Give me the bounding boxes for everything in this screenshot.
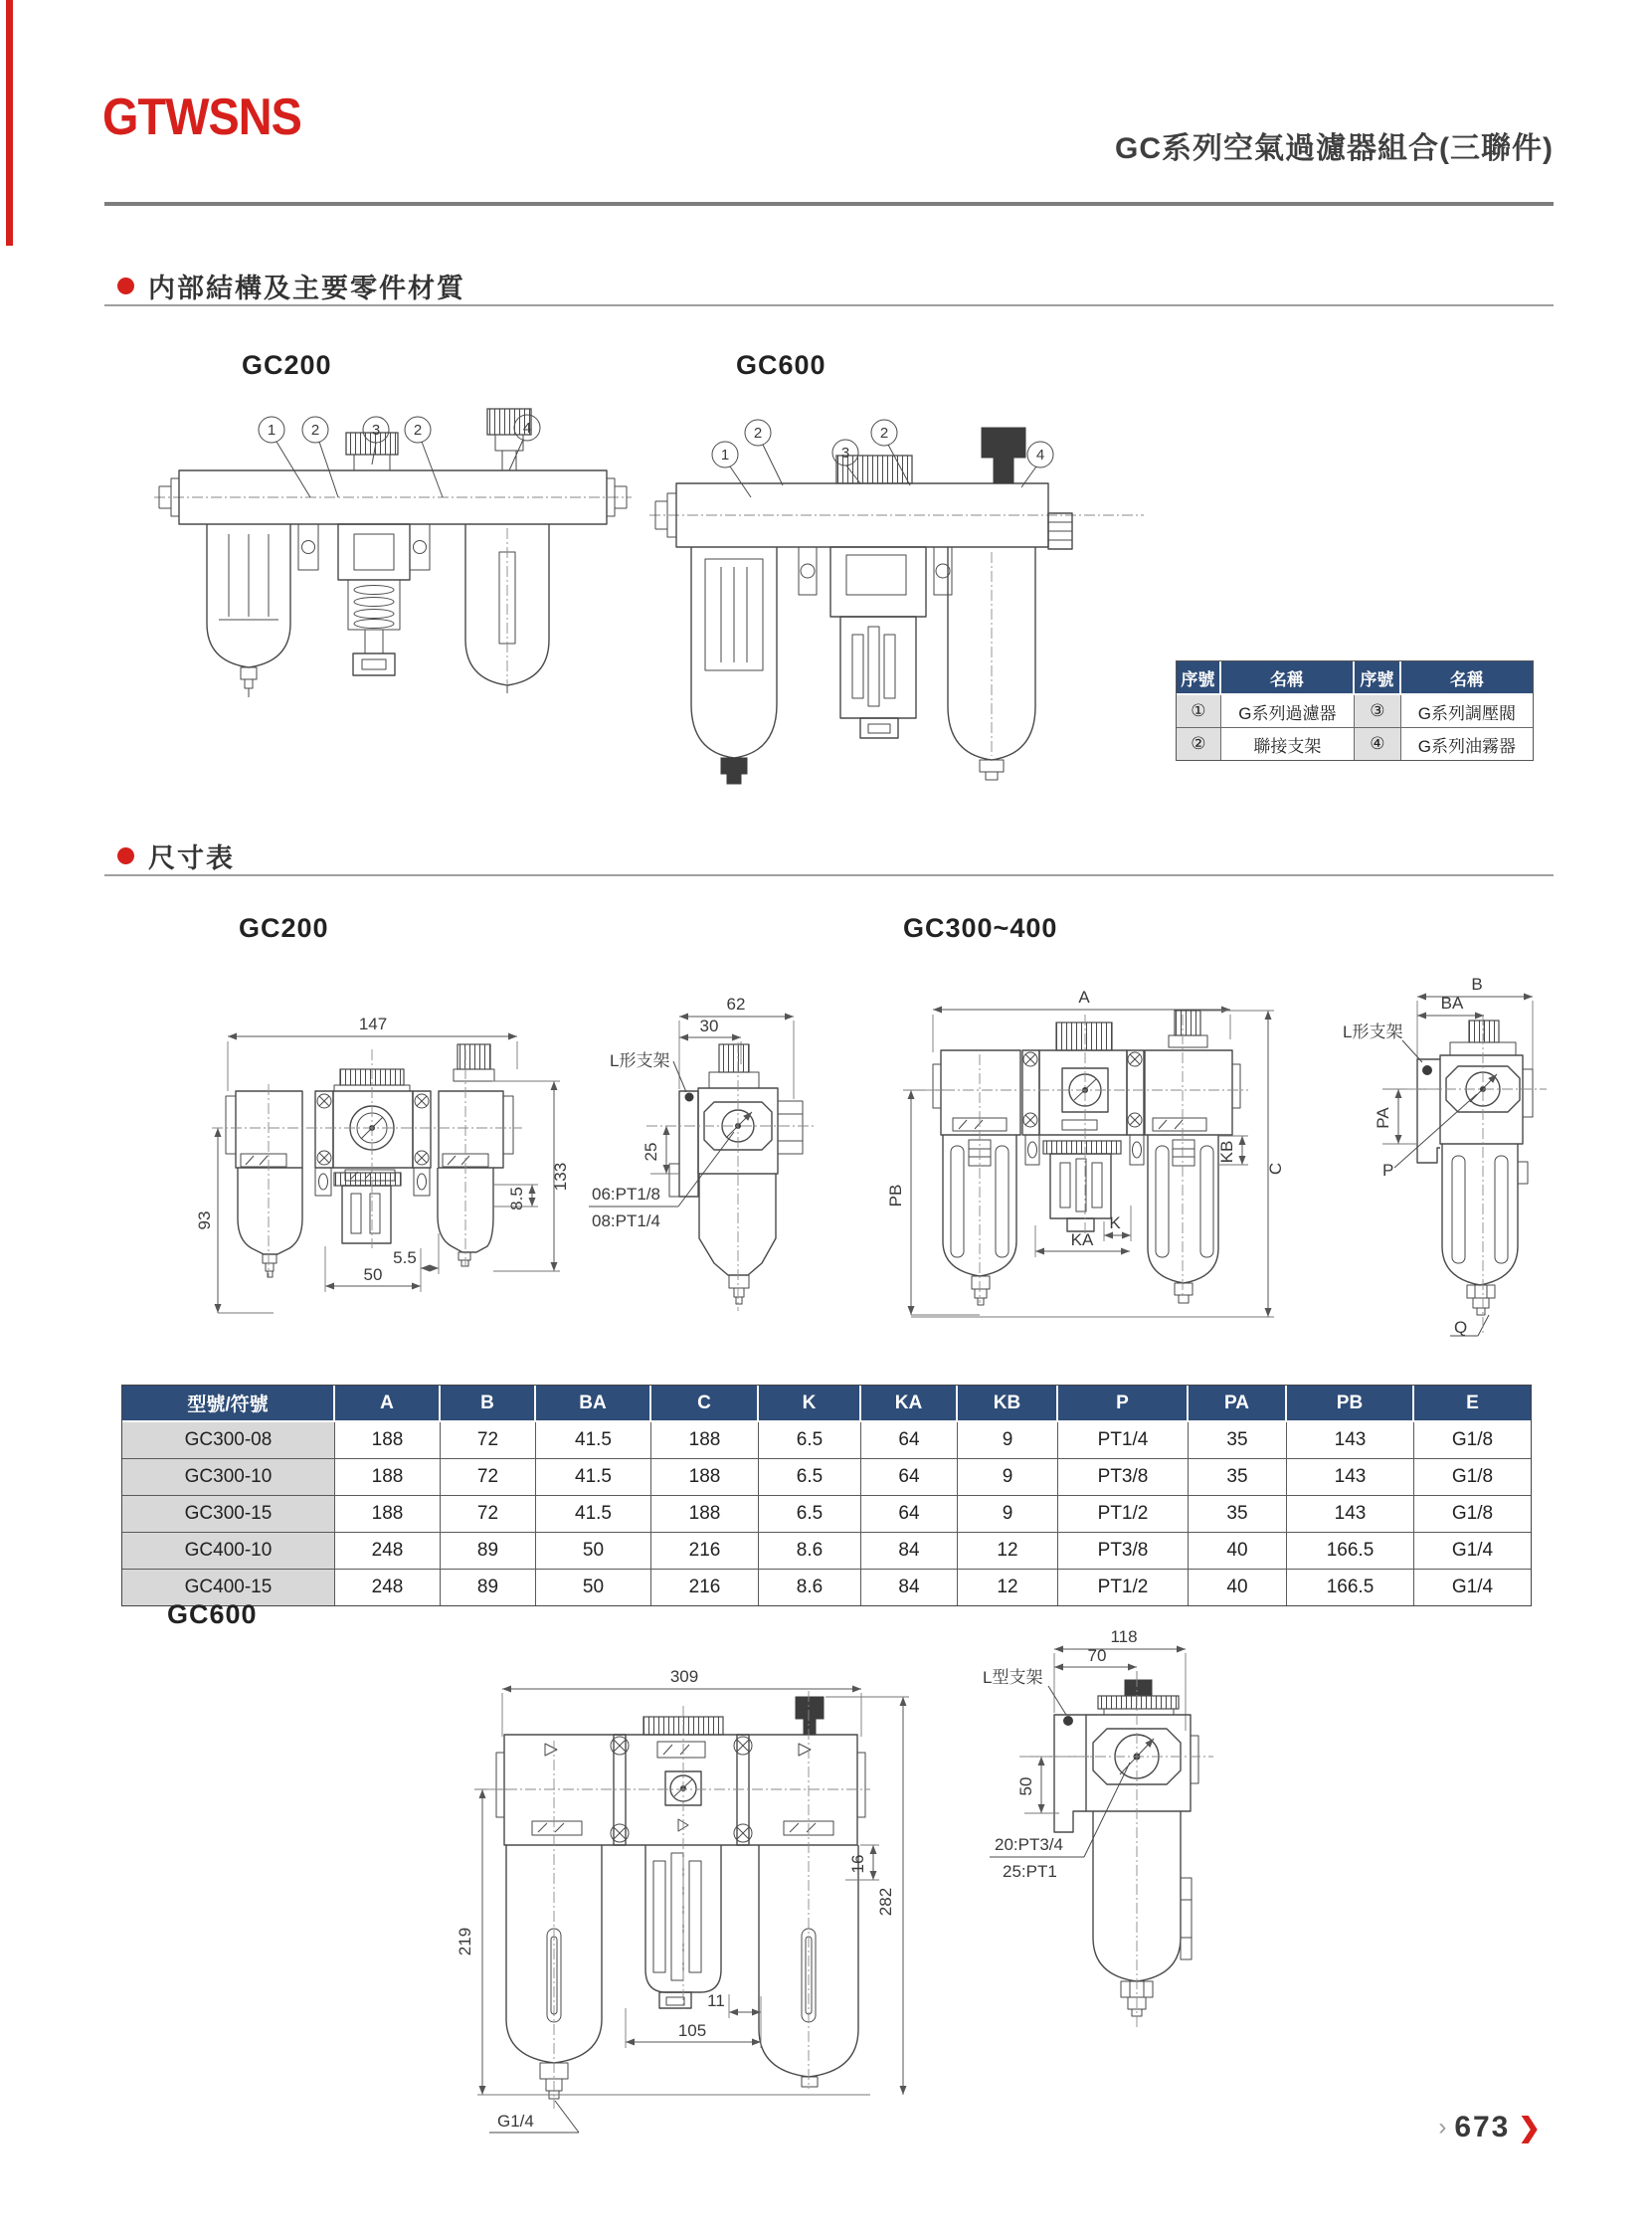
dim-bottom-inner: 11 (707, 1991, 725, 2010)
svg-text:1: 1 (720, 447, 730, 464)
bracket-label: L形支架 (610, 1051, 670, 1070)
figure-label-gc600-structure: GC600 (736, 350, 826, 380)
dim-width: 147 (358, 1015, 388, 1033)
col-PB: PB (1287, 1386, 1414, 1422)
table-row (122, 1422, 1531, 1459)
cell: 143 (1287, 1496, 1414, 1533)
cell-model: GC400-15 (122, 1570, 335, 1605)
col-E: E (1414, 1386, 1531, 1422)
svg-text:2: 2 (310, 422, 320, 439)
dim-height: 219 (456, 1927, 474, 1956)
gc600-dimension-drawing (328, 1611, 925, 2138)
dim-width: 118 (1110, 1627, 1138, 1646)
part-seq: ③ (1355, 695, 1401, 728)
figure-label-gc600-dim: GC600 (167, 1599, 258, 1629)
figure-label-gc300-dim: GC300~400 (903, 913, 1058, 943)
dim-bottom-inner: 5.5 (393, 1248, 417, 1267)
cell: 9 (958, 1459, 1058, 1496)
cell: 72 (441, 1422, 536, 1459)
dim-PB: PB (886, 1184, 905, 1208)
cell: 188 (335, 1422, 441, 1459)
part-seq: ① (1177, 695, 1221, 728)
dim-right-inner: 16 (848, 1854, 867, 1874)
svg-text:2: 2 (879, 425, 889, 442)
section-structure-heading (117, 267, 465, 305)
svg-text:4: 4 (522, 420, 532, 437)
cell: 188 (651, 1496, 759, 1533)
cell: 41.5 (536, 1422, 651, 1459)
dim-C: C (1266, 1162, 1285, 1176)
dim-KA: KA (1070, 1230, 1094, 1249)
svg-text:3: 3 (840, 445, 850, 462)
cell: 89 (441, 1570, 536, 1605)
cell: G1/8 (1414, 1422, 1531, 1459)
cell: 188 (335, 1496, 441, 1533)
cell: 41.5 (536, 1496, 651, 1533)
dim-BA: BA (1440, 994, 1464, 1013)
red-bullet-icon (117, 847, 134, 864)
cell: PT1/2 (1058, 1570, 1189, 1605)
part-name: G系列過濾器 (1221, 695, 1355, 728)
parts-col-name2: 名稱 (1401, 661, 1533, 695)
cell-model: GC300-10 (122, 1459, 335, 1496)
section-dimensions-heading (117, 837, 235, 875)
parts-col-seq1: 序號 (1177, 661, 1221, 695)
cell: 248 (335, 1570, 441, 1605)
part-name: 聯接支架 (1221, 728, 1355, 760)
port-label: G1/4 (497, 2112, 534, 2131)
cell: 12 (958, 1570, 1058, 1605)
col-B: B (441, 1386, 536, 1422)
cell: PT3/8 (1058, 1533, 1189, 1570)
col-BA: BA (536, 1386, 651, 1422)
cell: 6.5 (759, 1496, 861, 1533)
gc200-structure-drawing (149, 403, 637, 746)
dim-bottom: 50 (363, 1265, 383, 1284)
callout-2b (405, 417, 443, 497)
dimensions-table (121, 1385, 1532, 1606)
table-row (122, 1533, 1531, 1570)
dim-right-inner: 8.5 (507, 1187, 526, 1210)
gc300-side-drawing (1283, 945, 1621, 1343)
dim-A: A (1078, 988, 1090, 1007)
col-PA: PA (1189, 1386, 1287, 1422)
table-row (122, 1459, 1531, 1496)
cell: 40 (1189, 1533, 1287, 1570)
part-seq: ② (1177, 728, 1221, 760)
callout-2a (302, 417, 338, 497)
cell: 166.5 (1287, 1533, 1414, 1570)
cell: 72 (441, 1496, 536, 1533)
parts-row (1177, 728, 1533, 760)
cell: G1/8 (1414, 1496, 1531, 1533)
figure-label-gc200-dim: GC200 (239, 913, 329, 943)
dim-height: 50 (1016, 1776, 1035, 1796)
col-P: P (1058, 1386, 1189, 1422)
cell: 72 (441, 1459, 536, 1496)
red-bullet-icon (117, 278, 134, 294)
dim-Q: Q (1454, 1318, 1468, 1337)
cell: 50 (536, 1570, 651, 1605)
parts-table (1176, 660, 1534, 761)
callout-1 (712, 442, 751, 497)
cell: 143 (1287, 1422, 1414, 1459)
dim-P: P (1382, 1161, 1394, 1180)
dim-right-outer: 133 (551, 1162, 570, 1192)
cell: PT1/4 (1058, 1422, 1189, 1459)
callout-2a (745, 420, 783, 485)
cell: 84 (861, 1533, 958, 1570)
cell: 35 (1189, 1422, 1287, 1459)
dim-right-outer: 282 (876, 1887, 895, 1917)
port-option-1: 20:PT3/4 (995, 1835, 1063, 1854)
dim-B: B (1471, 975, 1483, 994)
cell: 9 (958, 1496, 1058, 1533)
cell: G1/4 (1414, 1570, 1531, 1605)
gc200-dimension-drawing (194, 950, 592, 1333)
gc600-side-drawing (935, 1591, 1283, 2059)
cell: 89 (441, 1533, 536, 1570)
callout-4 (1021, 442, 1053, 487)
cell: 64 (861, 1459, 958, 1496)
col-C: C (651, 1386, 759, 1422)
cell: 64 (861, 1422, 958, 1459)
section-rule (104, 304, 1554, 306)
cell: 248 (335, 1533, 441, 1570)
cell: 35 (1189, 1459, 1287, 1496)
table-row (122, 1496, 1531, 1533)
page-number: 673 (1454, 2111, 1511, 2143)
parts-col-seq2: 序號 (1355, 661, 1401, 695)
port-option-2: 08:PT1/4 (592, 1211, 660, 1230)
cell: 8.6 (759, 1533, 861, 1570)
port-option-2: 25:PT1 (1003, 1862, 1057, 1881)
svg-text:3: 3 (371, 422, 381, 439)
cell: 166.5 (1287, 1570, 1414, 1605)
parts-row (1177, 695, 1533, 728)
dim-width: 309 (669, 1667, 699, 1686)
svg-text:1: 1 (267, 422, 276, 439)
dim-bottom: 105 (677, 2021, 707, 2040)
cell: 40 (1189, 1570, 1287, 1605)
cell: 188 (651, 1422, 759, 1459)
col-A: A (335, 1386, 441, 1422)
cell: 12 (958, 1533, 1058, 1570)
header-rule (104, 202, 1554, 206)
brand-logo: GTWSNS (102, 89, 301, 146)
gc300-dimension-drawing (885, 945, 1303, 1343)
gc600-structure-drawing (642, 398, 1154, 806)
page-title: GC系列空氣過濾器組合(三聯件) (1115, 132, 1554, 165)
cell: 6.5 (759, 1422, 861, 1459)
col-K: K (759, 1386, 861, 1422)
cell: PT3/8 (1058, 1459, 1189, 1496)
dim-PA: PA (1374, 1107, 1392, 1129)
dim-width2: 70 (1087, 1646, 1107, 1665)
parts-col-name1: 名稱 (1221, 661, 1355, 695)
dim-height: 93 (195, 1210, 214, 1230)
col-KA: KA (861, 1386, 958, 1422)
cell: 50 (536, 1533, 651, 1570)
cell: 6.5 (759, 1459, 861, 1496)
cell: G1/8 (1414, 1459, 1531, 1496)
cell-model: GC300-15 (122, 1496, 335, 1533)
bracket-label: L形支架 (1343, 1023, 1403, 1041)
cell: 216 (651, 1533, 759, 1570)
chevron-left-icon: › (1438, 2114, 1447, 2140)
dim-width2: 30 (699, 1017, 719, 1035)
svg-text:2: 2 (413, 422, 423, 439)
cell: 188 (335, 1459, 441, 1496)
svg-text:4: 4 (1035, 447, 1045, 464)
cell-model: GC400-10 (122, 1533, 335, 1570)
cell-model: GC300-08 (122, 1422, 335, 1459)
cell: 8.6 (759, 1570, 861, 1605)
gc200-side-drawing (577, 955, 875, 1323)
cell: 9 (958, 1422, 1058, 1459)
dim-width: 62 (726, 995, 746, 1014)
cell: 64 (861, 1496, 958, 1533)
col-KB: KB (958, 1386, 1058, 1422)
section-rule (104, 874, 1554, 876)
part-seq: ④ (1355, 728, 1401, 760)
cell: 143 (1287, 1459, 1414, 1496)
table-header-row (122, 1386, 1531, 1422)
port-option-1: 06:PT1/8 (592, 1185, 660, 1204)
cell: 188 (651, 1459, 759, 1496)
dim-KB: KB (1217, 1140, 1236, 1164)
bracket-label: L型支架 (983, 1668, 1043, 1687)
part-name: G系列調壓閥 (1401, 695, 1533, 728)
cell: 41.5 (536, 1459, 651, 1496)
cell: 35 (1189, 1496, 1287, 1533)
cell: G1/4 (1414, 1533, 1531, 1570)
table-row (122, 1570, 1531, 1605)
dim-K: K (1109, 1213, 1121, 1232)
cell: 216 (651, 1570, 759, 1605)
chevron-right-icon: ❯ (1518, 2112, 1541, 2142)
cell: PT1/2 (1058, 1496, 1189, 1533)
left-accent-bar (6, 0, 13, 246)
dim-height: 25 (642, 1142, 660, 1162)
figure-label-gc200-structure: GC200 (242, 350, 332, 380)
col-model: 型號/符號 (122, 1386, 335, 1422)
section-title: 尺寸表 (148, 843, 235, 873)
part-name: G系列油霧器 (1401, 728, 1533, 760)
svg-text:2: 2 (753, 425, 763, 442)
cell: 84 (861, 1570, 958, 1605)
footer-page-indicator (1438, 2111, 1541, 2144)
section-title: 内部結構及主要零件材質 (148, 274, 465, 303)
